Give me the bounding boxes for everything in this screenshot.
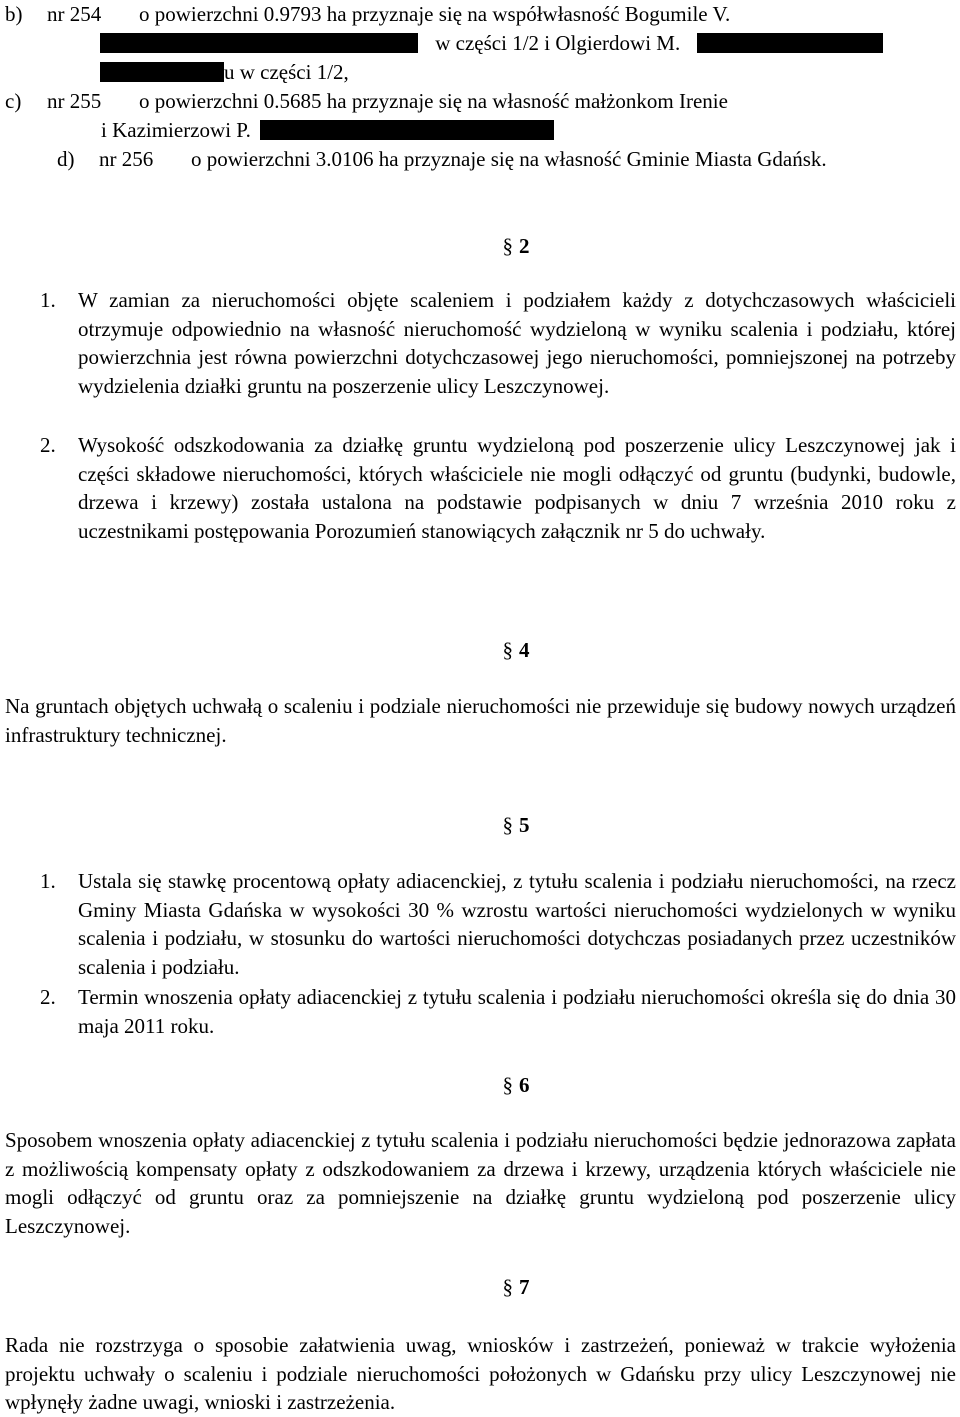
section-sign: § [502, 1275, 513, 1299]
item-number: 2. [40, 433, 56, 457]
section-heading-4 [36, 636, 960, 665]
section-number: 4 [519, 638, 530, 662]
section-heading-2 [36, 232, 960, 261]
section-4-paragraph: Na gruntach objętych uchwałą o scaleniu i podziale nieruchomości nie przewiduje się budowy nowych urządzeń infrastruktury technicznej. [5, 694, 956, 747]
list-text: o powierzchni 3.0106 ha przyznaje się na własność Gminie Miasta Gdańsk. [191, 147, 827, 171]
list-item-b [5, 0, 956, 29]
item-text: Ustala się stawkę procentową opłaty adiacenckiej, z tytułu scalenia i podziału nieruchomości, na rzecz Gminy Miasta Gdańska w wysokości 30 % wzrostu wartości nieruchomości wydzielonych w wyniku scalenia i podziału, w stosunku do wartości nieruchomości dotychczas posiadanych przez uczestników scalenia i podziału. [78, 869, 956, 979]
list-label: d) [57, 147, 75, 171]
section-number: 2 [519, 234, 530, 258]
section-heading-5 [36, 811, 960, 840]
list-text: i Kazimierzowi P. [101, 118, 251, 142]
section-number: 5 [519, 813, 530, 837]
section-sign: § [502, 813, 513, 837]
list-text: u w części 1/2, [224, 60, 349, 84]
list-item-b-line2 [100, 29, 956, 58]
list-item-d [57, 145, 956, 174]
item-number: 2. [40, 985, 56, 1009]
parcel-number: nr 256 [99, 147, 154, 171]
list-label: b) [5, 2, 23, 26]
section-7-paragraph: Rada nie rozstrzyga o sposobie załatwienia uwag, wniosków i zastrzeżeń, ponieważ w trakcie wyłożenia projektu uchwały o scaleniu i podziale nieruchomości położonych w Gdańsku przy ulicy Leszczynowej nie wpłynęły żadne uwagi, wnioski i zastrzeżenia. [5, 1333, 956, 1414]
parcel-number: nr 255 [47, 89, 102, 113]
list-label: c) [5, 89, 22, 113]
parcel-number: nr 254 [47, 2, 102, 26]
section-sign: § [502, 638, 513, 662]
redaction-bar [100, 33, 418, 53]
redaction-bar [260, 120, 554, 140]
list-item-b-line3 [100, 58, 956, 87]
list-text: w części 1/2 i Olgierdowi M. [435, 31, 681, 55]
list-text: o powierzchni 0.5685 ha przyznaje się na własność małżonkom Irenie [139, 89, 728, 113]
list-text: o powierzchni 0.9793 ha przyznaje się na współwłasność Bogumile V. [139, 2, 731, 26]
item-number: 1. [40, 288, 56, 312]
section-heading-6 [36, 1071, 960, 1100]
redaction-bar [697, 33, 883, 53]
list-item-c-line2 [101, 116, 956, 145]
item-text: Termin wnoszenia opłaty adiacenckiej z tytułu scalenia i podziału nieruchomości określa się do dnia 30 maja 2011 roku. [78, 985, 956, 1038]
redaction-bar [100, 62, 224, 82]
section-number: 6 [519, 1073, 530, 1097]
list-item-c [5, 87, 956, 116]
item-text: W zamian za nieruchomości objęte scaleniem i podziałem każdy z dotychczasowych właścicieli otrzymuje odpowiednio na własność nieruchomość wydzieloną w wyniku scalenia i podziału, której powierzchnia jest równa powierzchni dotychczasowej jego nieruchomości, pomniejszonej na potrzeby wydzielenia działki gruntu na poszerzenie ulicy Leszczynowej. [78, 288, 956, 398]
item-text: Wysokość odszkodowania za działkę gruntu wydzieloną pod poszerzenie ulicy Leszczynowej jak i części składowe nieruchomości, których właściciele nie mogli odłączyć od gruntu (budynki, budowle, drzewa i krzewy) została ustalona na podstawie podpisanych w dniu 7 września 2010 roku z uczestnikami postępowania Porozumień stanowiących załącznik nr 5 do uchwały. [78, 433, 956, 543]
section-number: 7 [519, 1275, 530, 1299]
section-6-paragraph: Sposobem wnoszenia opłaty adiacenckiej z tytułu scalenia i podziału nieruchomości będzie jednorazowa zapłata z możliwością kompensaty opłaty z odszkodowaniem za drzewa i krzewy, urządzenia których właściciele nie mogli odłączyć od gruntu oraz za pomniejszenie na działkę gruntu wydzieloną pod poszerzenie ulicy Leszczynowej. [5, 1128, 956, 1238]
section-sign: § [502, 1073, 513, 1097]
section-heading-7 [36, 1273, 960, 1302]
section-sign: § [502, 234, 513, 258]
item-number: 1. [40, 869, 56, 893]
